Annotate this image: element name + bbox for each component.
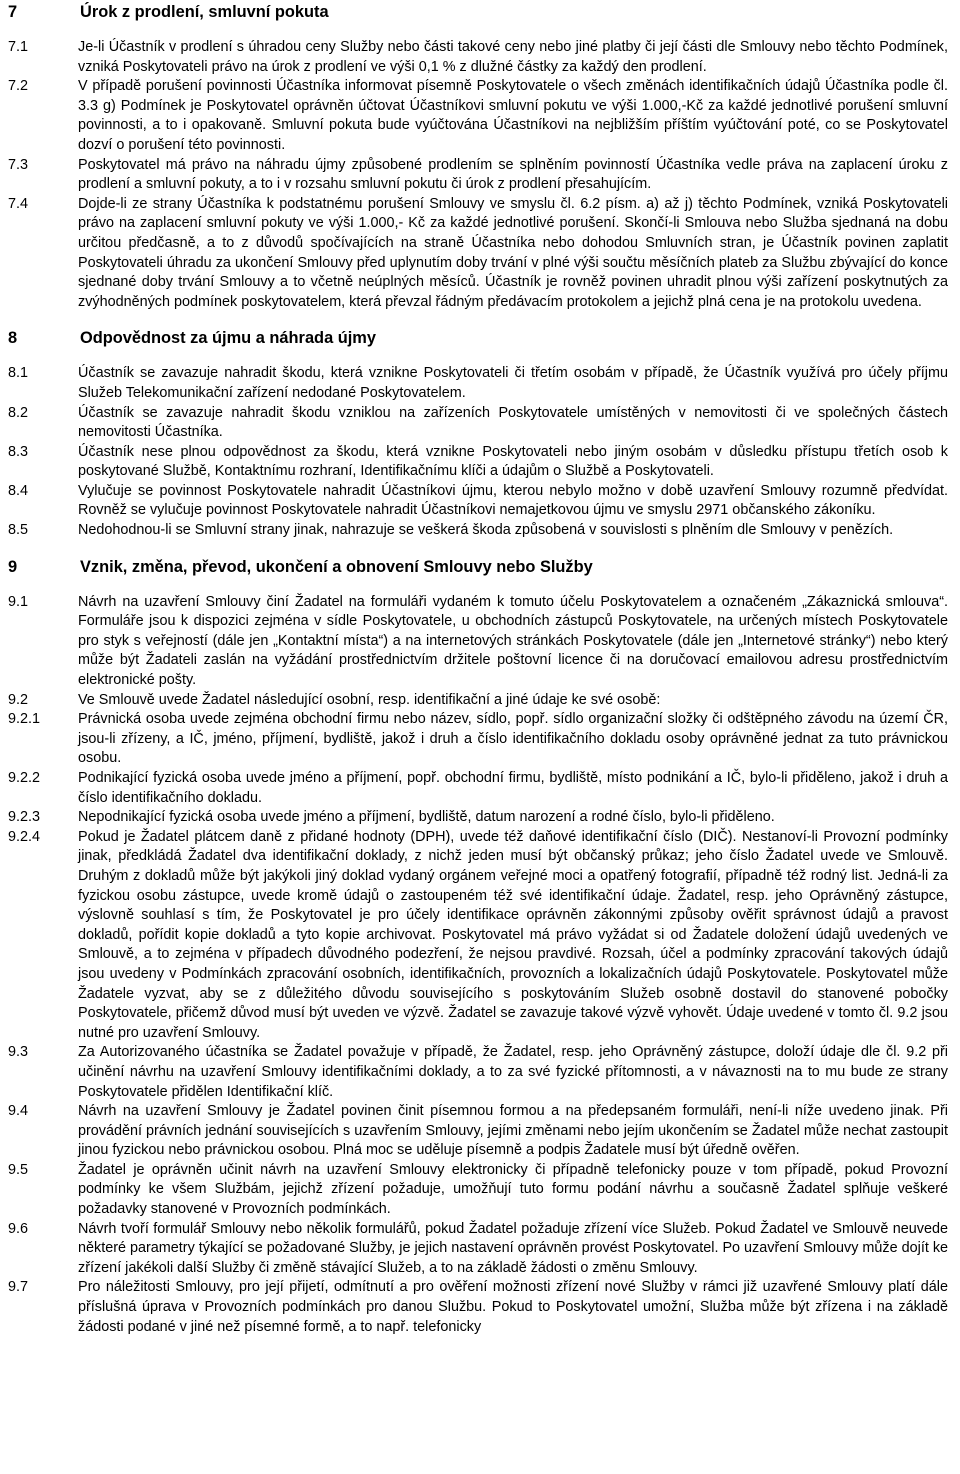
section-title: Odpovědnost za újmu a náhrada újmy bbox=[80, 329, 376, 348]
clause-text: Právnická osoba uvede zejména obchodní firmu nebo název, sídlo, popř. sídlo organizační složky či odštěpného závodu na území ČR, jsou-li zřízeny, a IČ, jméno, příjmení, bydliště, jakož i druh a číslo identifikačního dokladu osoby oprávněné jednat za tuto právnickou osobu. bbox=[78, 711, 948, 767]
section-number: 8 bbox=[8, 329, 18, 348]
clause bbox=[8, 482, 948, 521]
clause-text: Vylučuje se povinnost Poskytovatele nahradit Účastníkovi újmu, kterou nebylo možno v době uzavření Smlouvy rozumně předvídat. Rovněž se vylučuje povinnost Poskytovatele nahradit Účastníkovi nemajetkovou újmu ve smyslu 2971 občanského zákoníku. bbox=[78, 482, 948, 519]
clause-number: 7.3 bbox=[8, 156, 29, 173]
clause-text: Účastník nese plnou odpovědnost za škodu, která vznikne Poskytovateli nebo jiným osobám v důsledku přístupu třetích osob k poskytované Službě, Kontaktnímu rozhraní, Identifikačnímu klíči a údajům o Službě a Poskytovateli. bbox=[78, 443, 948, 480]
clause-number: 9.5 bbox=[8, 1161, 29, 1178]
clause-number: 8.3 bbox=[8, 443, 29, 460]
clause bbox=[8, 38, 948, 77]
clause-number: 7.4 bbox=[8, 195, 29, 212]
clause bbox=[8, 77, 948, 155]
document-page bbox=[0, 2, 958, 1337]
clause-number: 8.1 bbox=[8, 365, 29, 382]
clause bbox=[8, 1278, 948, 1337]
clause bbox=[8, 404, 948, 443]
clause bbox=[8, 808, 948, 828]
clause bbox=[8, 1161, 948, 1220]
clause-text: Nepodnikající fyzická osoba uvede jméno a příjmení, bydliště, datum narození a rodné číslo, bylo-li přiděleno. bbox=[78, 809, 775, 826]
clause-text: Nedohodnou-li se Smluvní strany jinak, nahrazuje se veškerá škoda způsobená v souvislosti s plněním dle Smlouvy v penězích. bbox=[78, 522, 894, 539]
clause-text: Podnikající fyzická osoba uvede jméno a příjmení, popř. obchodní firmu, bydliště, místo podnikání a IČ, bylo-li přiděleno, jakož i druh a číslo identifikačního dokladu. bbox=[78, 770, 948, 806]
clause-number: 8.5 bbox=[8, 522, 29, 539]
section-title: Vznik, změna, převod, ukončení a obnovení Smlouvy nebo Služby bbox=[80, 557, 593, 576]
clause-text: Za Autorizovaného účastníka se Žadatel považuje v případě, že Žadatel, resp. jeho Oprávněný zástupce, doloží údaje dle čl. 9.2 při učinění návrhu na uzavření Smlouvy identifikačními doklady, a to za své fyzické přítomnosti, a v návaznosti na to mu bude ze strany Poskytovatele přidělen Identifikační klíč. bbox=[78, 1044, 948, 1100]
clause-number: 9.2.2 bbox=[8, 770, 41, 786]
clause bbox=[8, 195, 948, 313]
clause-number: 9.2.3 bbox=[8, 809, 41, 826]
section-title: Úrok z prodlení, smluvní pokuta bbox=[80, 3, 329, 21]
clause-text: Dojde-li ze strany Účastníka k podstatnému porušení Smlouvy ve smyslu čl. 6.2 písm. a) až j) těchto Podmínek, vzniká Poskytovateli právo na zaplacení smluvní pokuty ve výši 1.000,- Kč za každé jednotlivé porušení. Skončí-li Smlouva nebo Služba sjednaná na dobu určitou předčasně, a to z důvodů spočívajících na straně Účastníka nebo dohodou Smluvních stran, je Účastník povinen zaplatit Poskytovateli úhradu za ukončení Smlouvy před uplynutím doby trvání v plné výši součtu měsíčních plateb za Službu zbývající do konce sjednané doby trvání Smlouvy a to včetně neúplných měsíců. Účastník je rovněž povinen uhradit plnou výši zařízení poskytnutých za zvýhodněných podmínek poskytovatelem, která převzal řádným předávacím protokolem a jejichž plná cena je na protokolu uvedena. bbox=[78, 195, 948, 310]
clause-number: 9.4 bbox=[8, 1103, 29, 1120]
section-heading bbox=[8, 328, 948, 348]
clause-text: V případě porušení povinnosti Účastníka informovat písemně Poskytovatele o všech změnách identifikačních údajů Účastníka podle čl. 3.3 g) Podmínek je Poskytovatel oprávněn účtovat Účastníkovi smluvní pokutu ve výši 1.000,-Kč za každé jednotlivé porušení smluvní povinnosti, a to i opakovaně. Smluvní pokuta bude vyúčtována Účastníkovi na nejbližším příštím vyúčtování poté, co se Poskytovatel dozví o porušení této povinnosti. bbox=[78, 78, 948, 153]
clause-number: 9.2.1 bbox=[8, 711, 41, 728]
clause-number: 9.1 bbox=[8, 593, 29, 610]
clause bbox=[8, 364, 948, 403]
clause-number: 9.6 bbox=[8, 1220, 29, 1237]
clause bbox=[8, 1043, 948, 1102]
clause-number: 7.2 bbox=[8, 78, 29, 95]
clause bbox=[8, 1220, 948, 1279]
clause-text: Účastník se zavazuje nahradit škodu, která vznikne Poskytovateli či třetím osobám v případě, že Účastník využívá pro účely příjmu Služeb Telekomunikační zařízení nedodané Poskytovatelem. bbox=[78, 365, 948, 401]
clause-text: Poskytovatel má právo na náhradu újmy způsobené prodlením se splněním povinností Účastníka vedle práva na zaplacení úroku z prodlení a smluvní pokuty, a to i v rozsahu smluvní pokutu či úrok z prodlení přesahujícím. bbox=[78, 156, 948, 193]
clause-text: Účastník se zavazuje nahradit škodu vzniklou na zařízeních Poskytovatele umístěných v nemovitosti či ve společných částech nemovitosti Účastníka. bbox=[78, 404, 948, 441]
clause bbox=[8, 521, 948, 541]
clause bbox=[8, 769, 948, 808]
clause-number: 8.2 bbox=[8, 404, 29, 421]
section-number: 7 bbox=[8, 3, 18, 21]
clause-text: Ve Smlouvě uvede Žadatel následující osobní, resp. identifikační a jiné údaje ke své osobě: bbox=[78, 691, 661, 708]
clause-text: Návrh na uzavření Smlouvy je Žadatel povinen činit písemnou formou a na předepsaném formuláři, není-li níže uvedeno jinak. Při provádění právních jednání souvisejících s uzavřením Smlouvy, jejími změnami nebo jejím ukončením se Žadatel může nechat zastoupit jinou fyzickou nebo právnickou osobou. Plná moc se uděluje písemně a podpis Žadatele musí být úředně ověřen. bbox=[78, 1103, 948, 1159]
clause-text: Pokud je Žadatel plátcem daně z přidané hodnoty (DPH), uvede též daňové identifikační číslo (DIČ). Nestanoví-li Provozní podmínky jinak, předkládá Žadatel dva identifikační doklady, z nichž jeden musí být občanský průkaz; jeho číslo Žadatel uvede ve Smlouvě. Druhým z dokladů může být jakýkoli jiný doklad vydaný orgánem veřejné moci a opatřený fotografií, případně též rodný list. Jedná-li za fyzickou osobu zástupce, uvede kromě údajů o zastoupeném též své identifikační údaje. Žadatel, resp. jeho Oprávněný zástupce, výslovně souhlasí s tím, že Poskytovatel je pro účely identifikace oprávněn zákonnými způsoby ověřit správnost údajů a pravost dokladů, pořídit kopie dokladů a tyto kopie archivovat. Poskytovatel má právo vyžádat si od Žadatele doložení údajů uvedených ve Smlouvě, a to zejména v případech důvodného podezření, že nejsou pravdivé. Rozsah, účel a podmínky zpracování takových údajů jsou uvedeny v Podmínkách zpracování osobních, identifikačních, provozních a lokalizačních údajů Poskytovatele. Poskytovatel může Žadatele vyzvat, aby se z důležitého důvodu souvisejícího s poskytováním Služeb osobně dostavil do stanovené pobočky Poskytovatele, přičemž důvod musí být uveden ve výzvě. Žadatel se zavazuje takové výzvě vyhovět. Údaje uvedené v tomto čl. 9.2 jsou nutné pro uzavření Smlouvy. bbox=[78, 828, 948, 1041]
clause bbox=[8, 691, 948, 711]
clause-text: Žadatel je oprávněn učinit návrh na uzavření Smlouvy elektronicky či případně telefonicky pouze v tom případě, pokud Provozní podmínky ke všem Službám, jejichž zřízení požaduje, umožňují tuto formu podání návrhu a současně Žadatel splňuje veškeré požadavky stanovené v Provozních podmínkách. bbox=[78, 1161, 948, 1218]
clause bbox=[8, 828, 948, 1044]
section-heading bbox=[8, 557, 948, 577]
clause bbox=[8, 156, 948, 195]
clause-text: Je-li Účastník v prodlení s úhradou ceny Služby nebo části takové ceny nebo jiné platby či její části dle Smlouvy nebo těchto Podmínek, vzniká Poskytovateli právo na úrok z prodlení ve výši 0,1 % z dlužné částky za každý den prodlení. bbox=[78, 39, 948, 75]
clause bbox=[8, 593, 948, 691]
clause-number: 9.7 bbox=[8, 1279, 29, 1296]
clause bbox=[8, 443, 948, 482]
clause-text: Návrh tvoří formulář Smlouvy nebo několik formulářů, pokud Žadatel požaduje zřízení více Služeb. Pokud Žadatel ve Smlouvě neuvede některé parametry týkající se požadované Služby, je jejich nastavení oprávněn provést Poskytovatel. Po uzavření Smlouvy může dojít ke zřízení jakékoli další Služby či změně stávající Služeb, a to na základě žádosti o změnu Smlouvy. bbox=[78, 1220, 949, 1276]
clause-number: 9.3 bbox=[8, 1044, 29, 1061]
clause-text: Návrh na uzavření Smlouvy činí Žadatel na formuláři vydaném k tomuto účelu Poskytovatelem a označeném „Zákaznická smlouva“. Formuláře jsou k dispozici zejména v sídle Poskytovatele, u obchodních zástupců Poskytovatele, na určených místech Poskytovatele pro styk s veřejností (dále jen „Kontaktní místa“) a na internetových stránkách Poskytovatele (dále jen „Internetové stránky“) nebo který může být Žadateli zaslán na vyžádání prostřednictvím držitele poštovní licence či na doručovací emailovou adresu prostřednictvím elektronické pošty. bbox=[78, 593, 948, 689]
section-heading bbox=[8, 2, 948, 22]
clause-text: Pro náležitosti Smlouvy, pro její přijetí, odmítnutí a pro ověření možnosti zřízení nové Služby v rámci již uzavřené Smlouvy platí dále příslušná úprava v Provozních podmínkách pro danou Službu. Pokud to Poskytovatel umožní, Služba může být zřízena i na základě žádosti podané v jiné než písemné formě, a to např. telefonicky bbox=[78, 1279, 948, 1335]
clause-number: 9.2 bbox=[8, 691, 29, 708]
clause bbox=[8, 1102, 948, 1161]
clause bbox=[8, 710, 948, 769]
clause-number: 7.1 bbox=[8, 39, 29, 55]
clause-number: 9.2.4 bbox=[8, 828, 41, 845]
clause-number: 8.4 bbox=[8, 482, 29, 499]
section-number: 9 bbox=[8, 557, 18, 576]
